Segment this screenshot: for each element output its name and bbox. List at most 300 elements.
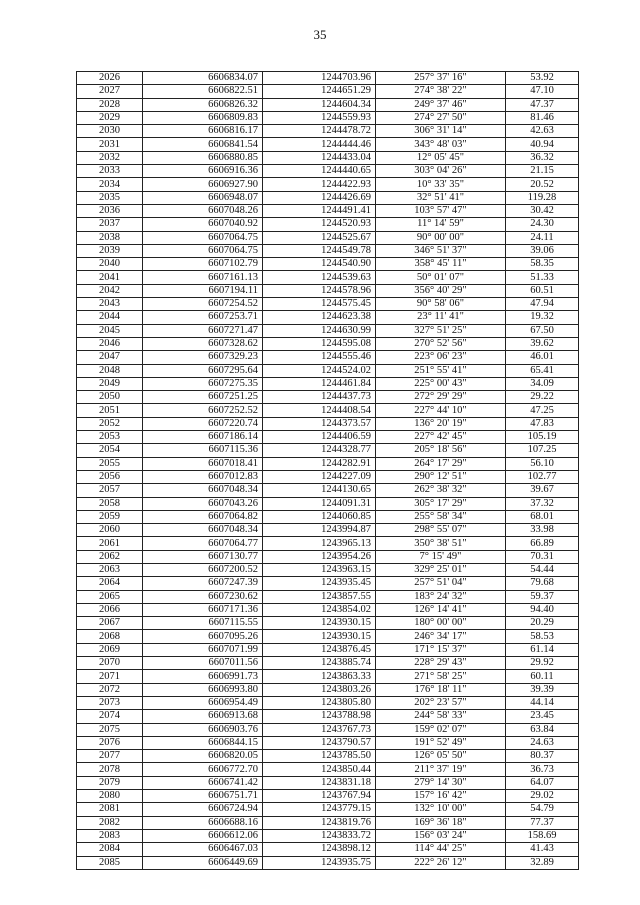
x-coordinate-cell: 6606809.83 bbox=[143, 111, 263, 124]
direction-angle-cell: 10° 33' 35" bbox=[376, 178, 506, 191]
direction-angle-cell: 171° 15' 37" bbox=[376, 643, 506, 656]
y-coordinate-cell: 1244373.57 bbox=[263, 417, 376, 430]
table-row bbox=[77, 577, 579, 590]
y-coordinate-cell: 1243963.15 bbox=[263, 563, 376, 576]
x-coordinate-cell: 6607230.62 bbox=[143, 590, 263, 603]
y-coordinate-cell: 1243857.55 bbox=[263, 590, 376, 603]
distance-cell: 66.89 bbox=[506, 537, 579, 550]
point-number-cell: 2042 bbox=[77, 284, 143, 297]
y-coordinate-cell: 1244578.96 bbox=[263, 284, 376, 297]
distance-cell: 47.83 bbox=[506, 417, 579, 430]
y-coordinate-cell: 1243803.26 bbox=[263, 683, 376, 696]
point-number-cell: 2066 bbox=[77, 603, 143, 616]
table-row bbox=[77, 510, 579, 523]
x-coordinate-cell: 6606826.32 bbox=[143, 98, 263, 111]
y-coordinate-cell: 1244444.46 bbox=[263, 138, 376, 151]
x-coordinate-cell: 6606927.90 bbox=[143, 178, 263, 191]
table-row bbox=[77, 550, 579, 563]
x-coordinate-cell: 6606903.76 bbox=[143, 723, 263, 736]
y-coordinate-cell: 1243885.74 bbox=[263, 657, 376, 670]
table-row bbox=[77, 457, 579, 470]
direction-angle-cell: 303° 04' 26" bbox=[376, 165, 506, 178]
distance-cell: 44.14 bbox=[506, 696, 579, 709]
point-number-cell: 2049 bbox=[77, 377, 143, 390]
table-row bbox=[77, 244, 579, 257]
point-number-cell: 2068 bbox=[77, 630, 143, 643]
distance-cell: 24.63 bbox=[506, 736, 579, 749]
point-number-cell: 2048 bbox=[77, 364, 143, 377]
y-coordinate-cell: 1244408.54 bbox=[263, 404, 376, 417]
y-coordinate-cell: 1244540.90 bbox=[263, 258, 376, 271]
y-coordinate-cell: 1244433.04 bbox=[263, 151, 376, 164]
table-row bbox=[77, 85, 579, 98]
distance-cell: 39.39 bbox=[506, 683, 579, 696]
point-number-cell: 2083 bbox=[77, 829, 143, 842]
distance-cell: 32.89 bbox=[506, 856, 579, 869]
y-coordinate-cell: 1244549.78 bbox=[263, 244, 376, 257]
point-number-cell: 2070 bbox=[77, 657, 143, 670]
table-row bbox=[77, 324, 579, 337]
y-coordinate-cell: 1244559.93 bbox=[263, 111, 376, 124]
point-number-cell: 2043 bbox=[77, 298, 143, 311]
direction-angle-cell: 257° 37' 16" bbox=[376, 72, 506, 85]
x-coordinate-cell: 6606991.73 bbox=[143, 670, 263, 683]
table-row bbox=[77, 723, 579, 736]
direction-angle-cell: 50° 01' 07" bbox=[376, 271, 506, 284]
direction-angle-cell: 23° 11' 41" bbox=[376, 311, 506, 324]
y-coordinate-cell: 1243930.15 bbox=[263, 617, 376, 630]
x-coordinate-cell: 6607115.36 bbox=[143, 444, 263, 457]
table-row bbox=[77, 630, 579, 643]
x-coordinate-cell: 6606751.71 bbox=[143, 790, 263, 803]
point-number-cell: 2051 bbox=[77, 404, 143, 417]
x-coordinate-cell: 6606449.69 bbox=[143, 856, 263, 869]
table-row bbox=[77, 364, 579, 377]
x-coordinate-cell: 6606688.16 bbox=[143, 816, 263, 829]
distance-cell: 47.94 bbox=[506, 298, 579, 311]
direction-angle-cell: 126° 05' 50" bbox=[376, 750, 506, 763]
table-row bbox=[77, 431, 579, 444]
x-coordinate-cell: 6607247.39 bbox=[143, 577, 263, 590]
table-row bbox=[77, 603, 579, 616]
x-coordinate-cell: 6607115.55 bbox=[143, 617, 263, 630]
x-coordinate-cell: 6606913.68 bbox=[143, 710, 263, 723]
point-number-cell: 2041 bbox=[77, 271, 143, 284]
table-row bbox=[77, 351, 579, 364]
y-coordinate-cell: 1243767.94 bbox=[263, 790, 376, 803]
table-row bbox=[77, 497, 579, 510]
direction-angle-cell: 205° 18' 56" bbox=[376, 444, 506, 457]
y-coordinate-cell: 1244520.93 bbox=[263, 218, 376, 231]
distance-cell: 29.22 bbox=[506, 391, 579, 404]
y-coordinate-cell: 1244227.09 bbox=[263, 470, 376, 483]
table-row bbox=[77, 843, 579, 856]
coordinates-table bbox=[76, 71, 579, 870]
direction-angle-cell: 132° 10' 00" bbox=[376, 803, 506, 816]
x-coordinate-cell: 6607329.23 bbox=[143, 351, 263, 364]
point-number-cell: 2029 bbox=[77, 111, 143, 124]
coordinates-table-body bbox=[77, 72, 579, 870]
y-coordinate-cell: 1243785.50 bbox=[263, 750, 376, 763]
y-coordinate-cell: 1243850.44 bbox=[263, 763, 376, 776]
table-row bbox=[77, 670, 579, 683]
x-coordinate-cell: 6607275.35 bbox=[143, 377, 263, 390]
direction-angle-cell: 272° 29' 29" bbox=[376, 391, 506, 404]
point-number-cell: 2076 bbox=[77, 736, 143, 749]
table-row bbox=[77, 417, 579, 430]
point-number-cell: 2030 bbox=[77, 125, 143, 138]
y-coordinate-cell: 1243854.02 bbox=[263, 603, 376, 616]
point-number-cell: 2055 bbox=[77, 457, 143, 470]
table-row bbox=[77, 537, 579, 550]
point-number-cell: 2035 bbox=[77, 191, 143, 204]
point-number-cell: 2084 bbox=[77, 843, 143, 856]
table-row bbox=[77, 138, 579, 151]
table-row bbox=[77, 337, 579, 350]
direction-angle-cell: 191° 52' 49" bbox=[376, 736, 506, 749]
y-coordinate-cell: 1244651.29 bbox=[263, 85, 376, 98]
table-row bbox=[77, 776, 579, 789]
table-row bbox=[77, 98, 579, 111]
distance-cell: 23.45 bbox=[506, 710, 579, 723]
x-coordinate-cell: 6607048.34 bbox=[143, 484, 263, 497]
y-coordinate-cell: 1244130.65 bbox=[263, 484, 376, 497]
distance-cell: 53.92 bbox=[506, 72, 579, 85]
distance-cell: 47.25 bbox=[506, 404, 579, 417]
distance-cell: 20.29 bbox=[506, 617, 579, 630]
distance-cell: 39.67 bbox=[506, 484, 579, 497]
point-number-cell: 2026 bbox=[77, 72, 143, 85]
point-number-cell: 2046 bbox=[77, 337, 143, 350]
y-coordinate-cell: 1244595.08 bbox=[263, 337, 376, 350]
x-coordinate-cell: 6606467.03 bbox=[143, 843, 263, 856]
distance-cell: 47.10 bbox=[506, 85, 579, 98]
direction-angle-cell: 249° 37' 46" bbox=[376, 98, 506, 111]
x-coordinate-cell: 6607011.56 bbox=[143, 657, 263, 670]
distance-cell: 119.28 bbox=[506, 191, 579, 204]
point-number-cell: 2078 bbox=[77, 763, 143, 776]
point-number-cell: 2079 bbox=[77, 776, 143, 789]
distance-cell: 107.25 bbox=[506, 444, 579, 457]
x-coordinate-cell: 6607200.52 bbox=[143, 563, 263, 576]
table-row bbox=[77, 377, 579, 390]
direction-angle-cell: 12° 05' 45" bbox=[376, 151, 506, 164]
direction-angle-cell: 262° 38' 32" bbox=[376, 484, 506, 497]
table-row bbox=[77, 710, 579, 723]
direction-angle-cell: 251° 55' 41" bbox=[376, 364, 506, 377]
y-coordinate-cell: 1244555.46 bbox=[263, 351, 376, 364]
table-row bbox=[77, 683, 579, 696]
direction-angle-cell: 90° 00' 00" bbox=[376, 231, 506, 244]
table-row bbox=[77, 284, 579, 297]
table-row bbox=[77, 750, 579, 763]
point-number-cell: 2074 bbox=[77, 710, 143, 723]
y-coordinate-cell: 1243863.33 bbox=[263, 670, 376, 683]
x-coordinate-cell: 6607064.82 bbox=[143, 510, 263, 523]
x-coordinate-cell: 6607048.34 bbox=[143, 524, 263, 537]
point-number-cell: 2040 bbox=[77, 258, 143, 271]
direction-angle-cell: 290° 12' 51" bbox=[376, 470, 506, 483]
x-coordinate-cell: 6607018.41 bbox=[143, 457, 263, 470]
table-row bbox=[77, 151, 579, 164]
point-number-cell: 2057 bbox=[77, 484, 143, 497]
table-row bbox=[77, 736, 579, 749]
y-coordinate-cell: 1244091.31 bbox=[263, 497, 376, 510]
y-coordinate-cell: 1244575.45 bbox=[263, 298, 376, 311]
x-coordinate-cell: 6607271.47 bbox=[143, 324, 263, 337]
distance-cell: 63.84 bbox=[506, 723, 579, 736]
y-coordinate-cell: 1244524.02 bbox=[263, 364, 376, 377]
direction-angle-cell: 356° 40' 29" bbox=[376, 284, 506, 297]
distance-cell: 65.41 bbox=[506, 364, 579, 377]
distance-cell: 79.68 bbox=[506, 577, 579, 590]
x-coordinate-cell: 6606724.94 bbox=[143, 803, 263, 816]
y-coordinate-cell: 1244623.38 bbox=[263, 311, 376, 324]
table-row bbox=[77, 125, 579, 138]
y-coordinate-cell: 1243935.45 bbox=[263, 577, 376, 590]
direction-angle-cell: 274° 27' 50" bbox=[376, 111, 506, 124]
direction-angle-cell: 350° 38' 51" bbox=[376, 537, 506, 550]
point-number-cell: 2067 bbox=[77, 617, 143, 630]
distance-cell: 41.43 bbox=[506, 843, 579, 856]
y-coordinate-cell: 1244525.67 bbox=[263, 231, 376, 244]
x-coordinate-cell: 6606844.15 bbox=[143, 736, 263, 749]
direction-angle-cell: 169° 36' 18" bbox=[376, 816, 506, 829]
distance-cell: 60.11 bbox=[506, 670, 579, 683]
table-row bbox=[77, 231, 579, 244]
x-coordinate-cell: 6606772.70 bbox=[143, 763, 263, 776]
distance-cell: 34.09 bbox=[506, 377, 579, 390]
table-row bbox=[77, 617, 579, 630]
distance-cell: 29.92 bbox=[506, 657, 579, 670]
y-coordinate-cell: 1243779.15 bbox=[263, 803, 376, 816]
table-row bbox=[77, 191, 579, 204]
distance-cell: 60.51 bbox=[506, 284, 579, 297]
point-number-cell: 2045 bbox=[77, 324, 143, 337]
table-row bbox=[77, 470, 579, 483]
direction-angle-cell: 306° 31' 14" bbox=[376, 125, 506, 138]
table-row bbox=[77, 696, 579, 709]
y-coordinate-cell: 1244328.77 bbox=[263, 444, 376, 457]
x-coordinate-cell: 6606816.17 bbox=[143, 125, 263, 138]
y-coordinate-cell: 1244406.59 bbox=[263, 431, 376, 444]
x-coordinate-cell: 6606741.42 bbox=[143, 776, 263, 789]
point-number-cell: 2082 bbox=[77, 816, 143, 829]
direction-angle-cell: 227° 44' 10" bbox=[376, 404, 506, 417]
y-coordinate-cell: 1244437.73 bbox=[263, 391, 376, 404]
y-coordinate-cell: 1243930.15 bbox=[263, 630, 376, 643]
x-coordinate-cell: 6607064.77 bbox=[143, 537, 263, 550]
table-row bbox=[77, 829, 579, 842]
direction-angle-cell: 271° 58' 25" bbox=[376, 670, 506, 683]
distance-cell: 40.94 bbox=[506, 138, 579, 151]
y-coordinate-cell: 1244478.72 bbox=[263, 125, 376, 138]
y-coordinate-cell: 1243833.72 bbox=[263, 829, 376, 842]
x-coordinate-cell: 6607254.52 bbox=[143, 298, 263, 311]
x-coordinate-cell: 6607064.75 bbox=[143, 244, 263, 257]
y-coordinate-cell: 1243876.45 bbox=[263, 643, 376, 656]
x-coordinate-cell: 6607252.52 bbox=[143, 404, 263, 417]
y-coordinate-cell: 1243831.18 bbox=[263, 776, 376, 789]
direction-angle-cell: 257° 51' 04" bbox=[376, 577, 506, 590]
point-number-cell: 2060 bbox=[77, 524, 143, 537]
direction-angle-cell: 222° 26' 12" bbox=[376, 856, 506, 869]
table-row bbox=[77, 790, 579, 803]
distance-cell: 81.46 bbox=[506, 111, 579, 124]
x-coordinate-cell: 6607186.14 bbox=[143, 431, 263, 444]
distance-cell: 68.01 bbox=[506, 510, 579, 523]
table-row bbox=[77, 178, 579, 191]
y-coordinate-cell: 1243965.13 bbox=[263, 537, 376, 550]
distance-cell: 67.50 bbox=[506, 324, 579, 337]
y-coordinate-cell: 1243805.80 bbox=[263, 696, 376, 709]
direction-angle-cell: 157° 16' 42" bbox=[376, 790, 506, 803]
table-row bbox=[77, 590, 579, 603]
direction-angle-cell: 90° 58' 06" bbox=[376, 298, 506, 311]
x-coordinate-cell: 6606948.07 bbox=[143, 191, 263, 204]
distance-cell: 80.37 bbox=[506, 750, 579, 763]
direction-angle-cell: 327° 51' 25" bbox=[376, 324, 506, 337]
point-number-cell: 2072 bbox=[77, 683, 143, 696]
point-number-cell: 2065 bbox=[77, 590, 143, 603]
distance-cell: 56.10 bbox=[506, 457, 579, 470]
x-coordinate-cell: 6607071.99 bbox=[143, 643, 263, 656]
table-row bbox=[77, 258, 579, 271]
point-number-cell: 2033 bbox=[77, 165, 143, 178]
x-coordinate-cell: 6607295.64 bbox=[143, 364, 263, 377]
distance-cell: 64.07 bbox=[506, 776, 579, 789]
point-number-cell: 2031 bbox=[77, 138, 143, 151]
point-number-cell: 2063 bbox=[77, 563, 143, 576]
point-number-cell: 2071 bbox=[77, 670, 143, 683]
direction-angle-cell: 279° 14' 30" bbox=[376, 776, 506, 789]
direction-angle-cell: 305° 17' 29" bbox=[376, 497, 506, 510]
y-coordinate-cell: 1243767.73 bbox=[263, 723, 376, 736]
distance-cell: 70.31 bbox=[506, 550, 579, 563]
x-coordinate-cell: 6606612.06 bbox=[143, 829, 263, 842]
direction-angle-cell: 202° 23' 57" bbox=[376, 696, 506, 709]
direction-angle-cell: 223° 06' 23" bbox=[376, 351, 506, 364]
distance-cell: 54.44 bbox=[506, 563, 579, 576]
direction-angle-cell: 32° 51' 41" bbox=[376, 191, 506, 204]
x-coordinate-cell: 6607064.75 bbox=[143, 231, 263, 244]
distance-cell: 24.30 bbox=[506, 218, 579, 231]
x-coordinate-cell: 6607095.26 bbox=[143, 630, 263, 643]
x-coordinate-cell: 6607171.36 bbox=[143, 603, 263, 616]
distance-cell: 77.37 bbox=[506, 816, 579, 829]
point-number-cell: 2038 bbox=[77, 231, 143, 244]
point-number-cell: 2039 bbox=[77, 244, 143, 257]
direction-angle-cell: 270° 52' 56" bbox=[376, 337, 506, 350]
table-row bbox=[77, 204, 579, 217]
direction-angle-cell: 183° 24' 32" bbox=[376, 590, 506, 603]
point-number-cell: 2052 bbox=[77, 417, 143, 430]
point-number-cell: 2053 bbox=[77, 431, 143, 444]
distance-cell: 51.33 bbox=[506, 271, 579, 284]
distance-cell: 36.73 bbox=[506, 763, 579, 776]
distance-cell: 39.06 bbox=[506, 244, 579, 257]
direction-angle-cell: 136° 20' 19" bbox=[376, 417, 506, 430]
point-number-cell: 2064 bbox=[77, 577, 143, 590]
table-row bbox=[77, 643, 579, 656]
x-coordinate-cell: 6606993.80 bbox=[143, 683, 263, 696]
x-coordinate-cell: 6607130.77 bbox=[143, 550, 263, 563]
direction-angle-cell: 7° 15' 49" bbox=[376, 550, 506, 563]
distance-cell: 61.14 bbox=[506, 643, 579, 656]
direction-angle-cell: 228° 29' 43" bbox=[376, 657, 506, 670]
point-number-cell: 2073 bbox=[77, 696, 143, 709]
y-coordinate-cell: 1244630.99 bbox=[263, 324, 376, 337]
table-row bbox=[77, 391, 579, 404]
x-coordinate-cell: 6607253.71 bbox=[143, 311, 263, 324]
distance-cell: 59.37 bbox=[506, 590, 579, 603]
x-coordinate-cell: 6606822.51 bbox=[143, 85, 263, 98]
point-number-cell: 2034 bbox=[77, 178, 143, 191]
distance-cell: 30.42 bbox=[506, 204, 579, 217]
y-coordinate-cell: 1243788.98 bbox=[263, 710, 376, 723]
point-number-cell: 2047 bbox=[77, 351, 143, 364]
y-coordinate-cell: 1243954.26 bbox=[263, 550, 376, 563]
point-number-cell: 2062 bbox=[77, 550, 143, 563]
y-coordinate-cell: 1244060.85 bbox=[263, 510, 376, 523]
y-coordinate-cell: 1243790.57 bbox=[263, 736, 376, 749]
table-row bbox=[77, 816, 579, 829]
y-coordinate-cell: 1244282.91 bbox=[263, 457, 376, 470]
distance-cell: 47.37 bbox=[506, 98, 579, 111]
point-number-cell: 2036 bbox=[77, 204, 143, 217]
distance-cell: 20.52 bbox=[506, 178, 579, 191]
point-number-cell: 2050 bbox=[77, 391, 143, 404]
point-number-cell: 2058 bbox=[77, 497, 143, 510]
point-number-cell: 2085 bbox=[77, 856, 143, 869]
x-coordinate-cell: 6606916.36 bbox=[143, 165, 263, 178]
point-number-cell: 2054 bbox=[77, 444, 143, 457]
distance-cell: 58.35 bbox=[506, 258, 579, 271]
direction-angle-cell: 126° 14' 41" bbox=[376, 603, 506, 616]
y-coordinate-cell: 1243819.76 bbox=[263, 816, 376, 829]
table-row bbox=[77, 271, 579, 284]
y-coordinate-cell: 1243898.12 bbox=[263, 843, 376, 856]
distance-cell: 94.40 bbox=[506, 603, 579, 616]
point-number-cell: 2037 bbox=[77, 218, 143, 231]
direction-angle-cell: 244° 58' 33" bbox=[376, 710, 506, 723]
x-coordinate-cell: 6607048.26 bbox=[143, 204, 263, 217]
point-number-cell: 2069 bbox=[77, 643, 143, 656]
y-coordinate-cell: 1244422.93 bbox=[263, 178, 376, 191]
x-coordinate-cell: 6607102.79 bbox=[143, 258, 263, 271]
table-row bbox=[77, 484, 579, 497]
table-row bbox=[77, 111, 579, 124]
point-number-cell: 2077 bbox=[77, 750, 143, 763]
direction-angle-cell: 246° 34' 17" bbox=[376, 630, 506, 643]
direction-angle-cell: 329° 25' 01" bbox=[376, 563, 506, 576]
x-coordinate-cell: 6607161.13 bbox=[143, 271, 263, 284]
point-number-cell: 2028 bbox=[77, 98, 143, 111]
y-coordinate-cell: 1244604.34 bbox=[263, 98, 376, 111]
direction-angle-cell: 358° 45' 11" bbox=[376, 258, 506, 271]
distance-cell: 39.62 bbox=[506, 337, 579, 350]
direction-angle-cell: 180° 00' 00" bbox=[376, 617, 506, 630]
y-coordinate-cell: 1244440.65 bbox=[263, 165, 376, 178]
distance-cell: 19.32 bbox=[506, 311, 579, 324]
point-number-cell: 2081 bbox=[77, 803, 143, 816]
x-coordinate-cell: 6606834.07 bbox=[143, 72, 263, 85]
x-coordinate-cell: 6607012.83 bbox=[143, 470, 263, 483]
point-number-cell: 2075 bbox=[77, 723, 143, 736]
direction-angle-cell: 11° 14' 59" bbox=[376, 218, 506, 231]
x-coordinate-cell: 6607040.92 bbox=[143, 218, 263, 231]
distance-cell: 102.77 bbox=[506, 470, 579, 483]
